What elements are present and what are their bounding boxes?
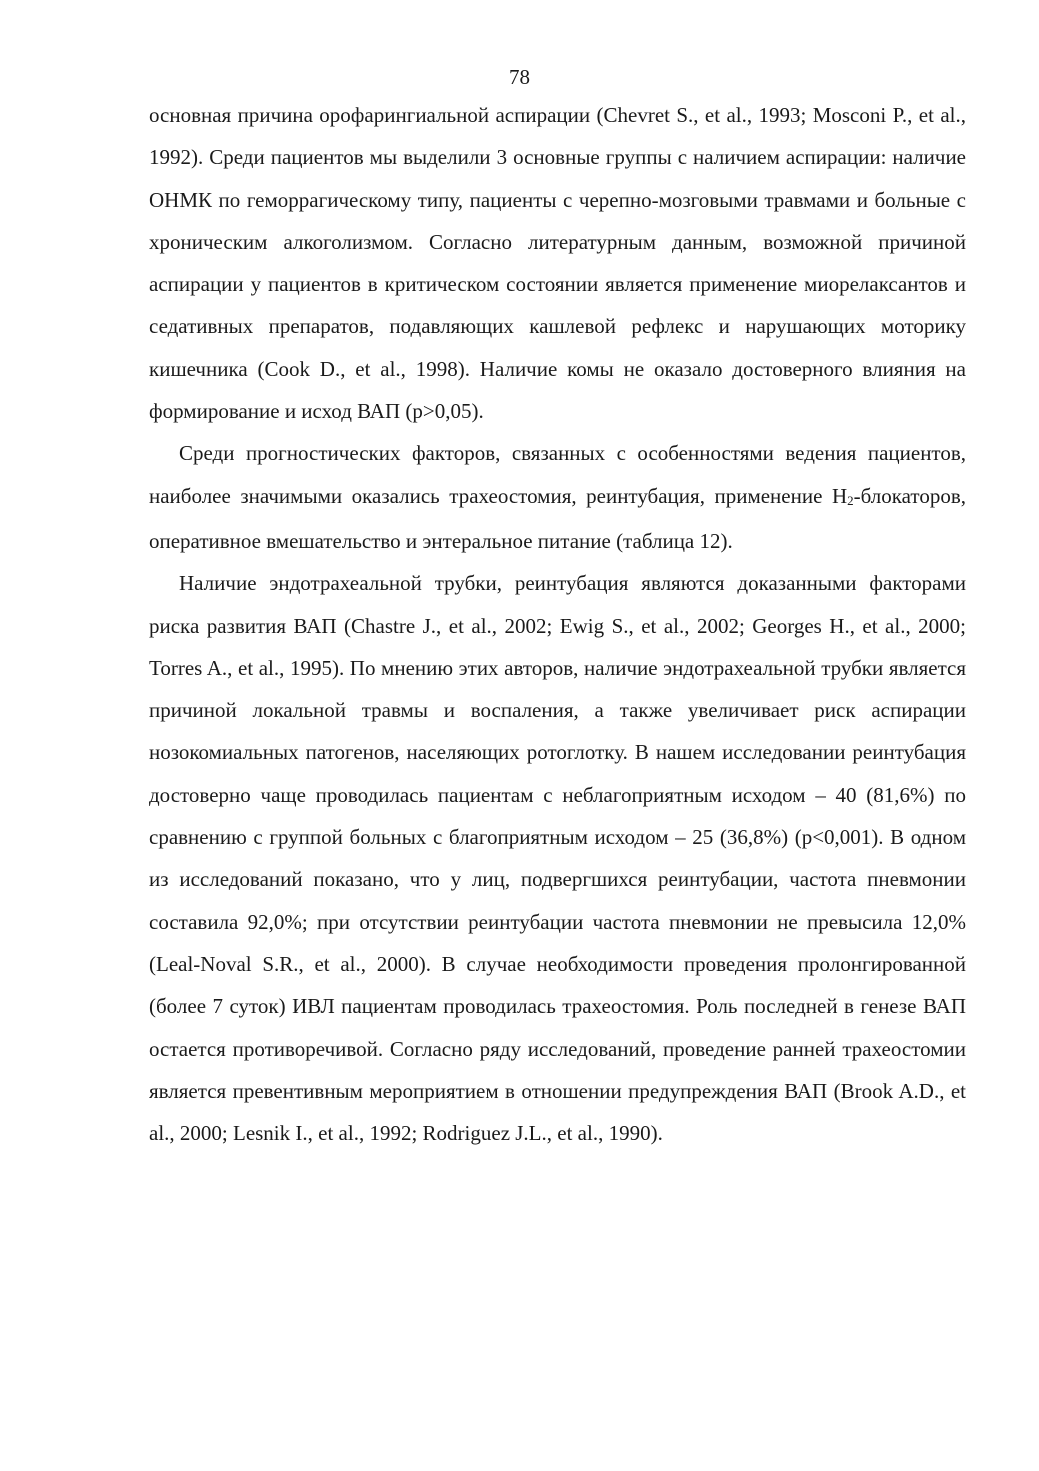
paragraph-aspiration-causes: основная причина орофарингиальной аспирации (Chevret S., et al., 1993; Mosconi P., et al., 1992). Среди пациентов мы выделили 3 основные группы с наличием аспирации: наличие ОНМК по геморрагическому типу, пациенты с черепно-мозговыми травмами и больные с хроническим алкоголизмом. Согласно литературным данным, возможной причиной аспирации у пациентов в критическом состоянии является применение миорелаксантов и седативных препаратов, подавляющих кашлевой рефлекс и нарушающих моторику кишечника (Cook D., et al., 1998). Наличие комы не оказало достоверного влияния на формирование и исход ВАП (p>0,05). (149, 103, 966, 424)
body-text (149, 94, 966, 1154)
paragraph-prognostic-factors (149, 432, 966, 562)
page-number: 78 (509, 65, 530, 89)
subscript-number: 2 (847, 492, 854, 508)
paragraph-text-part: -блокаторов, оперативное вмешательство и энтеральное питание (таблица 12). (149, 483, 966, 553)
paragraph-reintubation: Наличие эндотрахеальной трубки, реинтубация являются доказанными факторами риска развития ВАП (Chastre J., et al., 2002; Ewig S., et al., 2002; Georges H., et al., 2000; Torres A., et al., 1995). По мнению этих авторов, наличие эндотрахеальной трубки является причиной локальной травмы и воспаления, а также увеличивает риск аспирации нозокомиальных патогенов, населяющих ротоглотку. В нашем исследовании реинтубация достоверно чаще проводилась пациентам с неблагоприятным исходом – 40 (81,6%) по сравнению с группой больных с благоприятным исходом – 25 (36,8%) (p<0,001). В одном из исследований показано, что у лиц, подвергшихся реинтубации, частота пневмонии составила 92,0%; при отсутствии реинтубации частота пневмонии не превысила 12,0% (Leal-Noval S.R., et al., 2000). В случае необходимости проведения пролонгированной (более 7 суток) ИВЛ пациентам проводилась трахеостомия. Роль последней в генезе ВАП остается противоречивой. Согласно ряду исследований, проведение ранней трахеостомии является превентивным мероприятием в отношении предупреждения ВАП (Brook A.D., et al., 2000; Lesnik I., et al., 1992; Rodriguez J.L., et al., 1990). (149, 571, 966, 1146)
paragraph-text-part: Среди прогностических факторов, связанных с особенностями ведения пациентов, наиболее значимыми оказались трахеостомия, реинтубация, применение Н (149, 441, 966, 508)
